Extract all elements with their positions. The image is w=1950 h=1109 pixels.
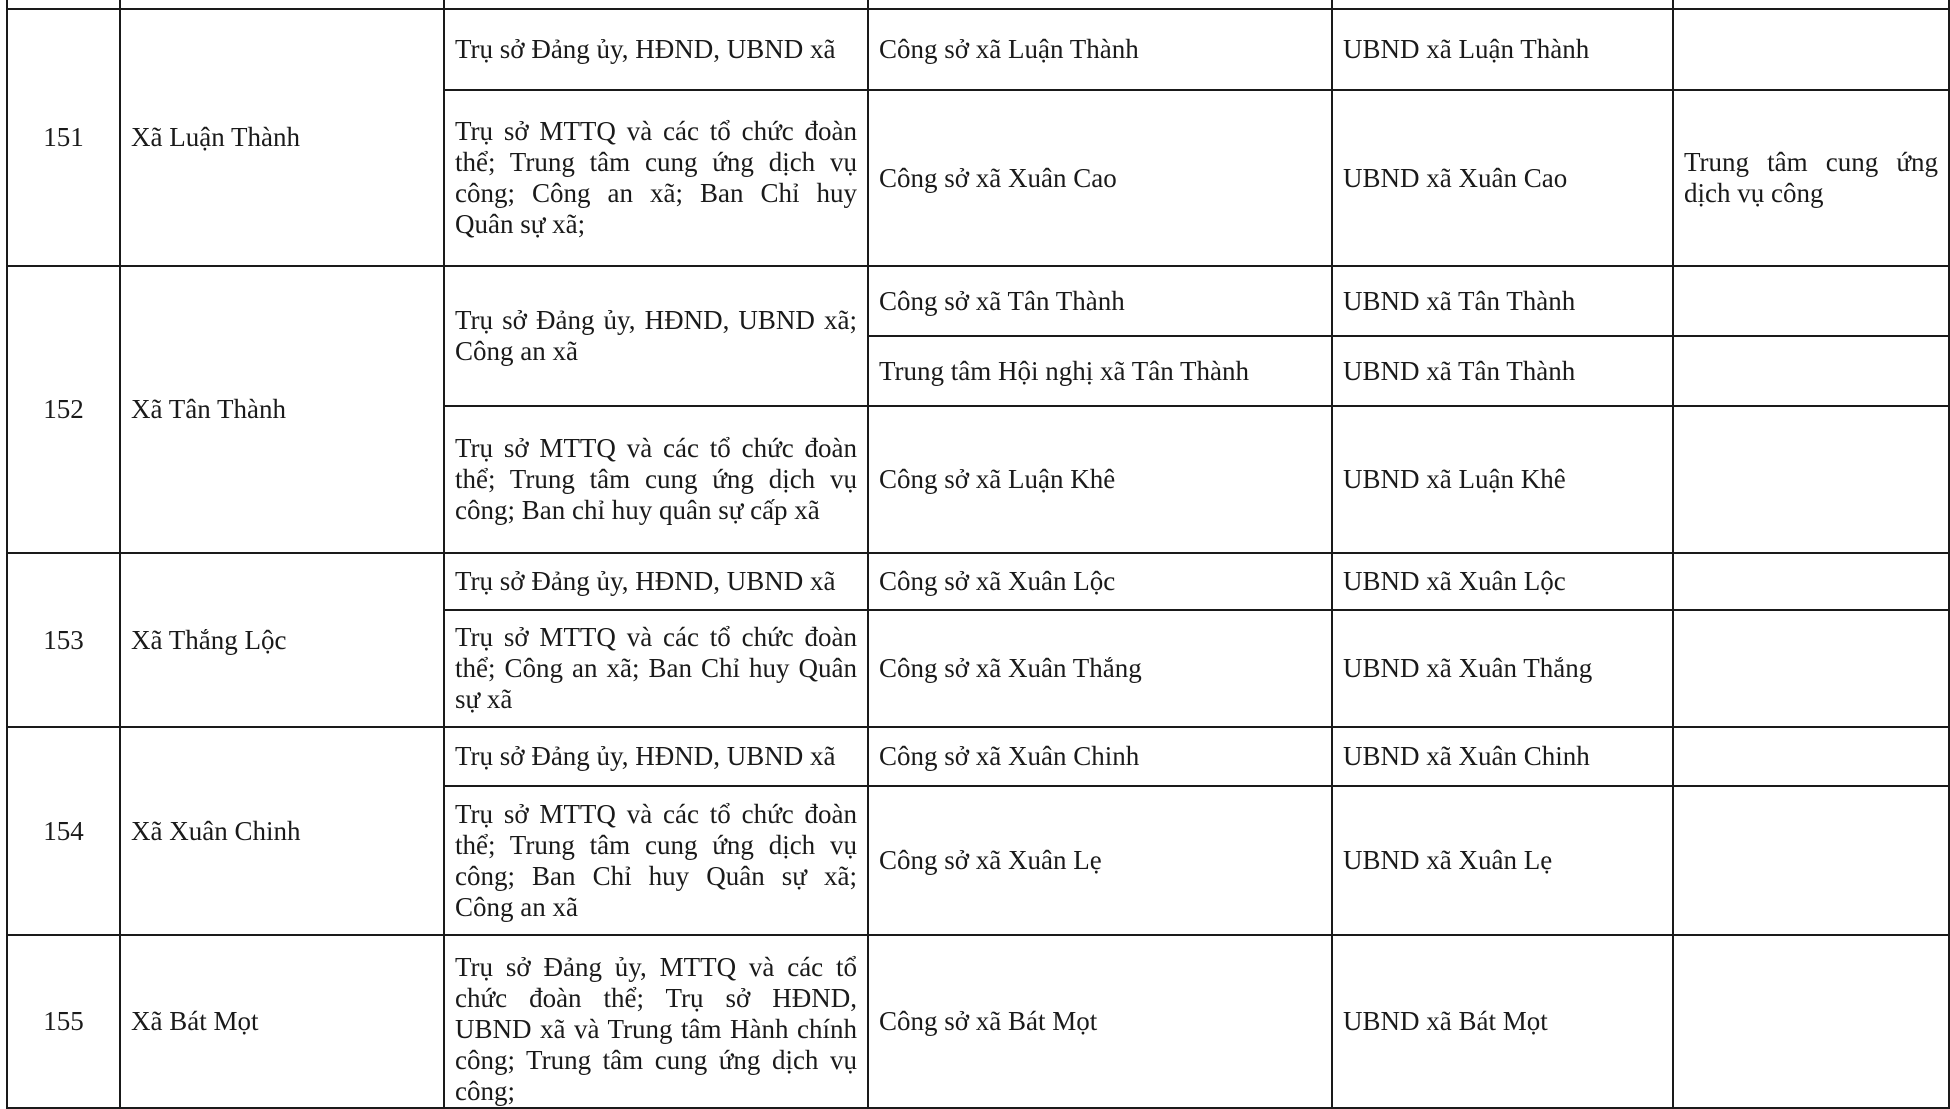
owner-cell: UBND xã Xuân Lẹ [1332, 786, 1673, 935]
owner-cell: UBND xã Xuân Thắng [1332, 610, 1673, 727]
commune-name-cell: Xã Luận Thành [120, 9, 444, 266]
note-cell [1673, 336, 1949, 406]
note-cell [1673, 727, 1949, 786]
table-row [7, 553, 1949, 610]
note-cell [1673, 406, 1949, 553]
table-cell [1332, 0, 1673, 9]
stt-cell: 154 [7, 727, 120, 935]
building-cell: Công sở xã Xuân Cao [868, 90, 1332, 266]
stt-cell: 151 [7, 9, 120, 266]
note-cell [1673, 9, 1949, 90]
building-cell: Công sở xã Xuân Chinh [868, 727, 1332, 786]
stt-cell: 153 [7, 553, 120, 727]
owner-cell: UBND xã Tân Thành [1332, 266, 1673, 336]
facility-cell: Trụ sở MTTQ và các tổ chức đoàn thể; Trung tâm cung ứng dịch vụ công; Ban chỉ huy quân sự cấp xã [444, 406, 868, 553]
building-cell: Công sở xã Luận Khê [868, 406, 1332, 553]
building-cell: Công sở xã Xuân Lẹ [868, 786, 1332, 935]
table-cell [444, 0, 868, 9]
commune-name-cell: Xã Thắng Lộc [120, 553, 444, 727]
table-row-previous [7, 0, 1949, 9]
facility-cell: Trụ sở MTTQ và các tổ chức đoàn thể; Trung tâm cung ứng dịch vụ công; Công an xã; Ban Chỉ huy Quân sự xã; [444, 90, 868, 266]
building-cell: Công sở xã Xuân Thắng [868, 610, 1332, 727]
building-cell: Công sở xã Tân Thành [868, 266, 1332, 336]
owner-cell: UBND xã Xuân Cao [1332, 90, 1673, 266]
commune-name-cell: Xã Bát Mọt [120, 935, 444, 1108]
building-cell: Công sở xã Xuân Lộc [868, 553, 1332, 610]
facility-cell: Trụ sở MTTQ và các tổ chức đoàn thể; Công an xã; Ban Chỉ huy Quân sự xã [444, 610, 868, 727]
facilities-table [6, 0, 1950, 1109]
owner-cell: UBND xã Bát Mọt [1332, 935, 1673, 1108]
table-cell [120, 0, 444, 9]
owner-cell: UBND xã Luận Khê [1332, 406, 1673, 553]
table-row [7, 935, 1949, 1108]
table-cell [1673, 0, 1949, 9]
facility-cell: Trụ sở Đảng ủy, HĐND, UBND xã; Công an xã [444, 266, 868, 406]
table-row [7, 9, 1949, 90]
building-cell: Công sở xã Luận Thành [868, 9, 1332, 90]
building-cell: Trung tâm Hội nghị xã Tân Thành [868, 336, 1332, 406]
stt-cell: 155 [7, 935, 120, 1108]
commune-name-cell: Xã Tân Thành [120, 266, 444, 553]
note-cell [1673, 266, 1949, 336]
facility-cell: Trụ sở MTTQ và các tổ chức đoàn thể; Trung tâm cung ứng dịch vụ công; Ban Chỉ huy Quân sự xã; Công an xã [444, 786, 868, 935]
owner-cell: UBND xã Tân Thành [1332, 336, 1673, 406]
facility-cell: Trụ sở Đảng ủy, HĐND, UBND xã [444, 727, 868, 786]
note-cell [1673, 935, 1949, 1108]
stt-cell: 152 [7, 266, 120, 553]
table-cell [7, 0, 120, 9]
owner-cell: UBND xã Luận Thành [1332, 9, 1673, 90]
table-cell [868, 0, 1332, 9]
building-cell: Công sở xã Bát Mọt [868, 935, 1332, 1108]
table-row [7, 266, 1949, 336]
owner-cell: UBND xã Xuân Lộc [1332, 553, 1673, 610]
note-cell [1673, 610, 1949, 727]
commune-name-cell: Xã Xuân Chinh [120, 727, 444, 935]
facility-cell: Trụ sở Đảng ủy, HĐND, UBND xã [444, 553, 868, 610]
note-cell: Trung tâm cung ứng dịch vụ công [1673, 90, 1949, 266]
note-cell [1673, 786, 1949, 935]
facility-cell: Trụ sở Đảng ủy, MTTQ và các tổ chức đoàn thể; Trụ sở HĐND, UBND xã và Trung tâm Hành chính công; Trung tâm cung ứng dịch vụ công; [444, 935, 868, 1108]
owner-cell: UBND xã Xuân Chinh [1332, 727, 1673, 786]
table-row [7, 727, 1949, 786]
facility-cell: Trụ sở Đảng ủy, HĐND, UBND xã [444, 9, 868, 90]
note-cell [1673, 553, 1949, 610]
